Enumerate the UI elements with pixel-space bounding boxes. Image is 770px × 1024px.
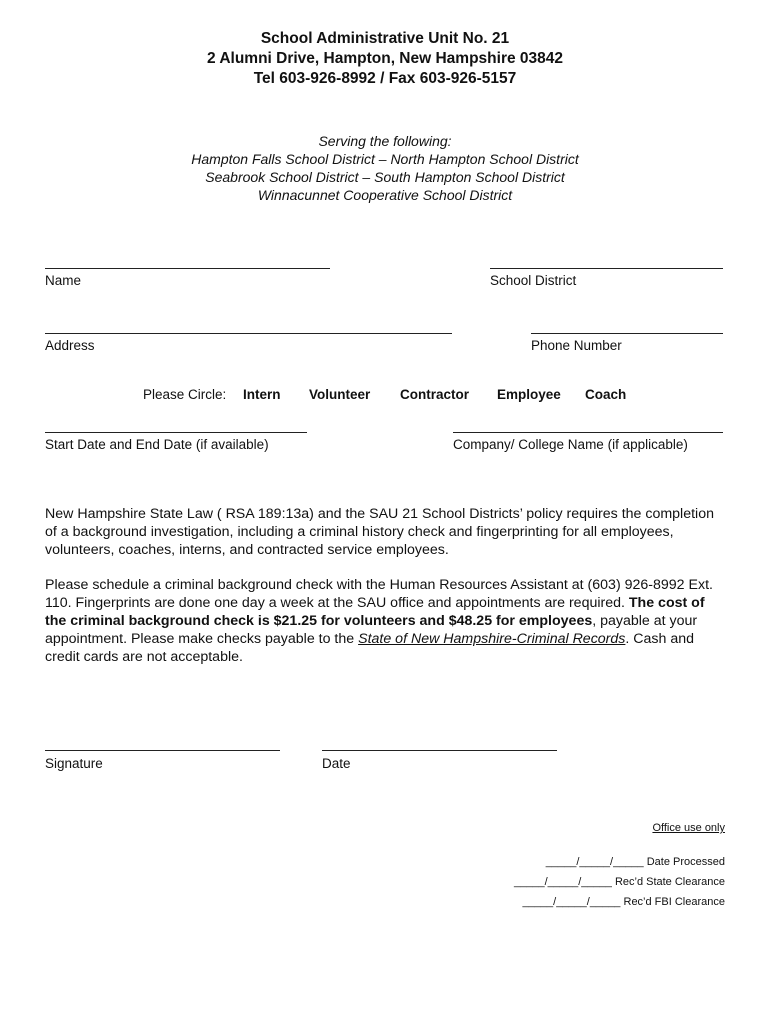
letterhead	[0, 29, 770, 89]
date-processed-blank[interactable]: _____/_____/_____	[545, 856, 644, 868]
signature-blank-line[interactable]	[45, 750, 280, 751]
org-phone-fax: Tel 603-926-8992 / Fax 603-926-5157	[253, 70, 517, 87]
name-label: Name	[45, 273, 82, 288]
state-clearance-label: Rec’d State Clearance	[614, 876, 725, 888]
signature-label: Signature	[45, 756, 103, 771]
option-employee[interactable]: Employee	[497, 387, 561, 402]
dates-blank-line[interactable]	[45, 432, 307, 433]
address-blank-line[interactable]	[45, 333, 452, 334]
dates-label: Start Date and End Date (if available)	[45, 437, 269, 452]
office-date-processed	[546, 855, 725, 869]
office-use-title: Office use only	[652, 822, 725, 834]
option-coach[interactable]: Coach	[585, 387, 627, 402]
schedule-text-2: , payable at your appointment. Please make checks payable to the	[45, 613, 698, 647]
org-address: 2 Alumni Drive, Hampton, New Hampshire 03842	[206, 50, 564, 67]
serving-districts	[0, 132, 770, 204]
option-intern[interactable]: Intern	[243, 387, 281, 402]
school-district-label: School District	[490, 273, 577, 288]
fbi-clearance-label: Rec’d FBI Clearance	[623, 896, 725, 908]
date-label: Date	[322, 756, 351, 771]
schedule-text-1: Please schedule a criminal background check with the Human Resources Assistant at (603) 926-8992 Ext. 110. Fingerprints are done one day a week at the SAU office and appointments are required.	[45, 577, 713, 611]
name-blank-line[interactable]	[45, 268, 330, 269]
option-contractor[interactable]: Contractor	[400, 387, 470, 402]
fbi-clearance-blank[interactable]: _____/_____/_____	[522, 896, 621, 908]
circle-label: Please Circle:	[143, 387, 227, 402]
office-state-clearance: _____/_____/_____ Rec’d State Clearance	[513, 876, 725, 888]
schedule-text-3: . Cash and credit cards are not acceptable.	[45, 631, 695, 665]
date-blank-line[interactable]	[322, 750, 557, 751]
company-blank-line[interactable]	[453, 432, 723, 433]
serving-line-2: Seabrook School District – South Hampton School District	[205, 169, 565, 185]
option-volunteer[interactable]: Volunteer	[309, 387, 371, 402]
serving-line-1: Hampton Falls School District – North Hampton School District	[191, 151, 579, 167]
phone-label: Phone Number	[531, 338, 622, 353]
office-fbi-clearance	[523, 895, 725, 909]
address-label: Address	[45, 338, 95, 353]
payee-text: State of New Hampshire-Criminal Records	[358, 631, 626, 647]
state-clearance-blank[interactable]: _____/_____/___	[513, 876, 600, 888]
org-name: School Administrative Unit No. 21	[260, 30, 510, 47]
schedule-paragraph	[45, 576, 725, 666]
cost-text: The cost of the criminal background check is $21.25 for volunteers and $48.25 for employees	[45, 595, 705, 629]
serving-intro: Serving the following:	[318, 133, 452, 149]
company-label: Company/ College Name (if applicable)	[453, 437, 688, 452]
school-district-blank-line[interactable]	[490, 268, 723, 269]
phone-blank-line[interactable]	[531, 333, 723, 334]
law-paragraph: New Hampshire State Law ( RSA 189:13a) and the SAU 21 School Districts’ policy requires the completion of a background investigation, including a criminal history check and fingerprinting for all employees, volunteers, coaches, interns, and contracted service employees.	[45, 506, 714, 558]
date-processed-label: Date Processed	[646, 856, 725, 868]
serving-line-3: Winnacunnet Cooperative School District	[257, 187, 513, 203]
